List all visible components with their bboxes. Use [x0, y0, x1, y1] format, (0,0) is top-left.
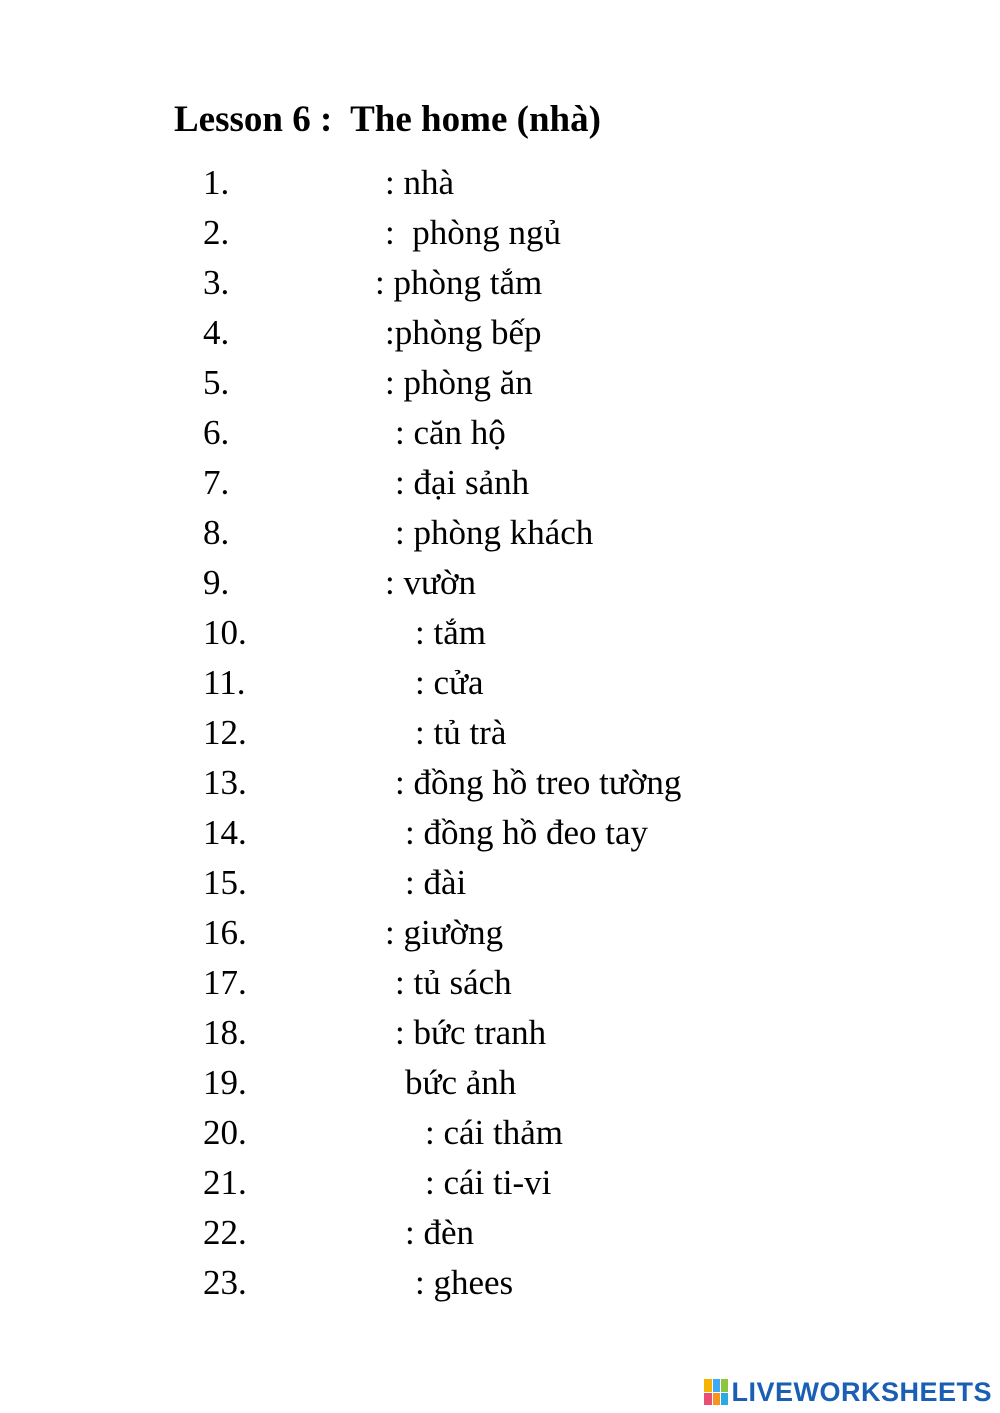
list-item — [0, 858, 467, 908]
item-number: 15. — [203, 863, 247, 902]
item-number: 3. — [203, 263, 230, 302]
item-meaning: : cửa — [415, 663, 484, 702]
list-item — [0, 1008, 547, 1058]
item-number: 11. — [203, 663, 246, 702]
item-meaning: : ghees — [415, 1263, 514, 1302]
item-number: 9. — [203, 563, 230, 602]
item-meaning: : căn hộ — [395, 413, 506, 452]
list-item — [0, 708, 507, 758]
item-meaning: : giường — [385, 913, 504, 952]
liveworksheets-logo-text: LIVEWORKSHEETS — [731, 1377, 992, 1407]
list-item — [0, 1158, 552, 1208]
list-item — [0, 1058, 517, 1108]
list-item — [0, 658, 484, 708]
item-number: 23. — [203, 1263, 247, 1302]
item-number: 12. — [203, 713, 247, 752]
list-item — [0, 958, 512, 1008]
item-meaning: : phòng ngủ — [385, 213, 561, 252]
item-number: 14. — [203, 813, 247, 852]
list-item — [0, 558, 476, 608]
item-meaning: : nhà — [385, 163, 455, 202]
item-number: 4. — [203, 313, 230, 352]
item-meaning: : đồng hồ đeo tay — [405, 813, 649, 852]
item-meaning: : tủ trà — [415, 713, 507, 752]
list-item — [0, 1108, 564, 1158]
list-item — [0, 1208, 475, 1258]
item-number: 7. — [203, 463, 230, 502]
list-item — [0, 808, 649, 858]
item-meaning: : tắm — [415, 613, 486, 652]
list-item — [0, 908, 504, 958]
list-item — [0, 1258, 514, 1308]
item-number: 17. — [203, 963, 247, 1002]
item-number: 20. — [203, 1113, 247, 1152]
item-number: 10. — [203, 613, 247, 652]
item-meaning: : cái ti-vi — [425, 1163, 552, 1202]
item-number: 13. — [203, 763, 247, 802]
item-number: 22. — [203, 1213, 247, 1252]
list-item — [0, 508, 594, 558]
item-meaning: : phòng khách — [395, 513, 594, 552]
item-number: 8. — [203, 513, 230, 552]
list-item — [0, 358, 533, 408]
list-item — [0, 408, 506, 458]
list-item — [0, 458, 530, 508]
lesson-title: Lesson 6 : The home (nhà) — [174, 99, 601, 140]
list-item — [0, 758, 682, 808]
list-item — [0, 608, 486, 658]
item-number: 2. — [203, 213, 230, 252]
item-number: 6. — [203, 413, 230, 452]
item-meaning: : tủ sách — [395, 963, 512, 1002]
item-meaning: : phòng tắm — [375, 263, 543, 302]
item-meaning: : phòng ăn — [385, 363, 533, 402]
list-item — [0, 158, 455, 208]
item-number: 5. — [203, 363, 230, 402]
item-number: 21. — [203, 1163, 247, 1202]
item-meaning: : cái thảm — [425, 1113, 564, 1152]
item-meaning: : đài — [405, 863, 467, 902]
list-item — [0, 308, 542, 358]
item-meaning: : đồng hồ treo tường — [395, 763, 682, 802]
item-meaning: : đại sảnh — [395, 463, 530, 502]
item-meaning: :phòng bếp — [385, 313, 542, 352]
liveworksheets-logo-icon — [704, 1379, 728, 1405]
liveworksheets-logo — [704, 1375, 992, 1409]
list-item — [0, 258, 543, 308]
item-meaning: : đèn — [405, 1213, 475, 1252]
vocabulary-list — [0, 158, 682, 1308]
item-number: 16. — [203, 913, 247, 952]
item-number: 18. — [203, 1013, 247, 1052]
item-meaning: bức ảnh — [405, 1063, 517, 1102]
list-item — [0, 208, 561, 258]
item-meaning: : bức tranh — [395, 1013, 547, 1052]
item-number: 1. — [203, 163, 230, 202]
item-meaning: : vườn — [385, 563, 476, 602]
item-number: 19. — [203, 1063, 247, 1102]
